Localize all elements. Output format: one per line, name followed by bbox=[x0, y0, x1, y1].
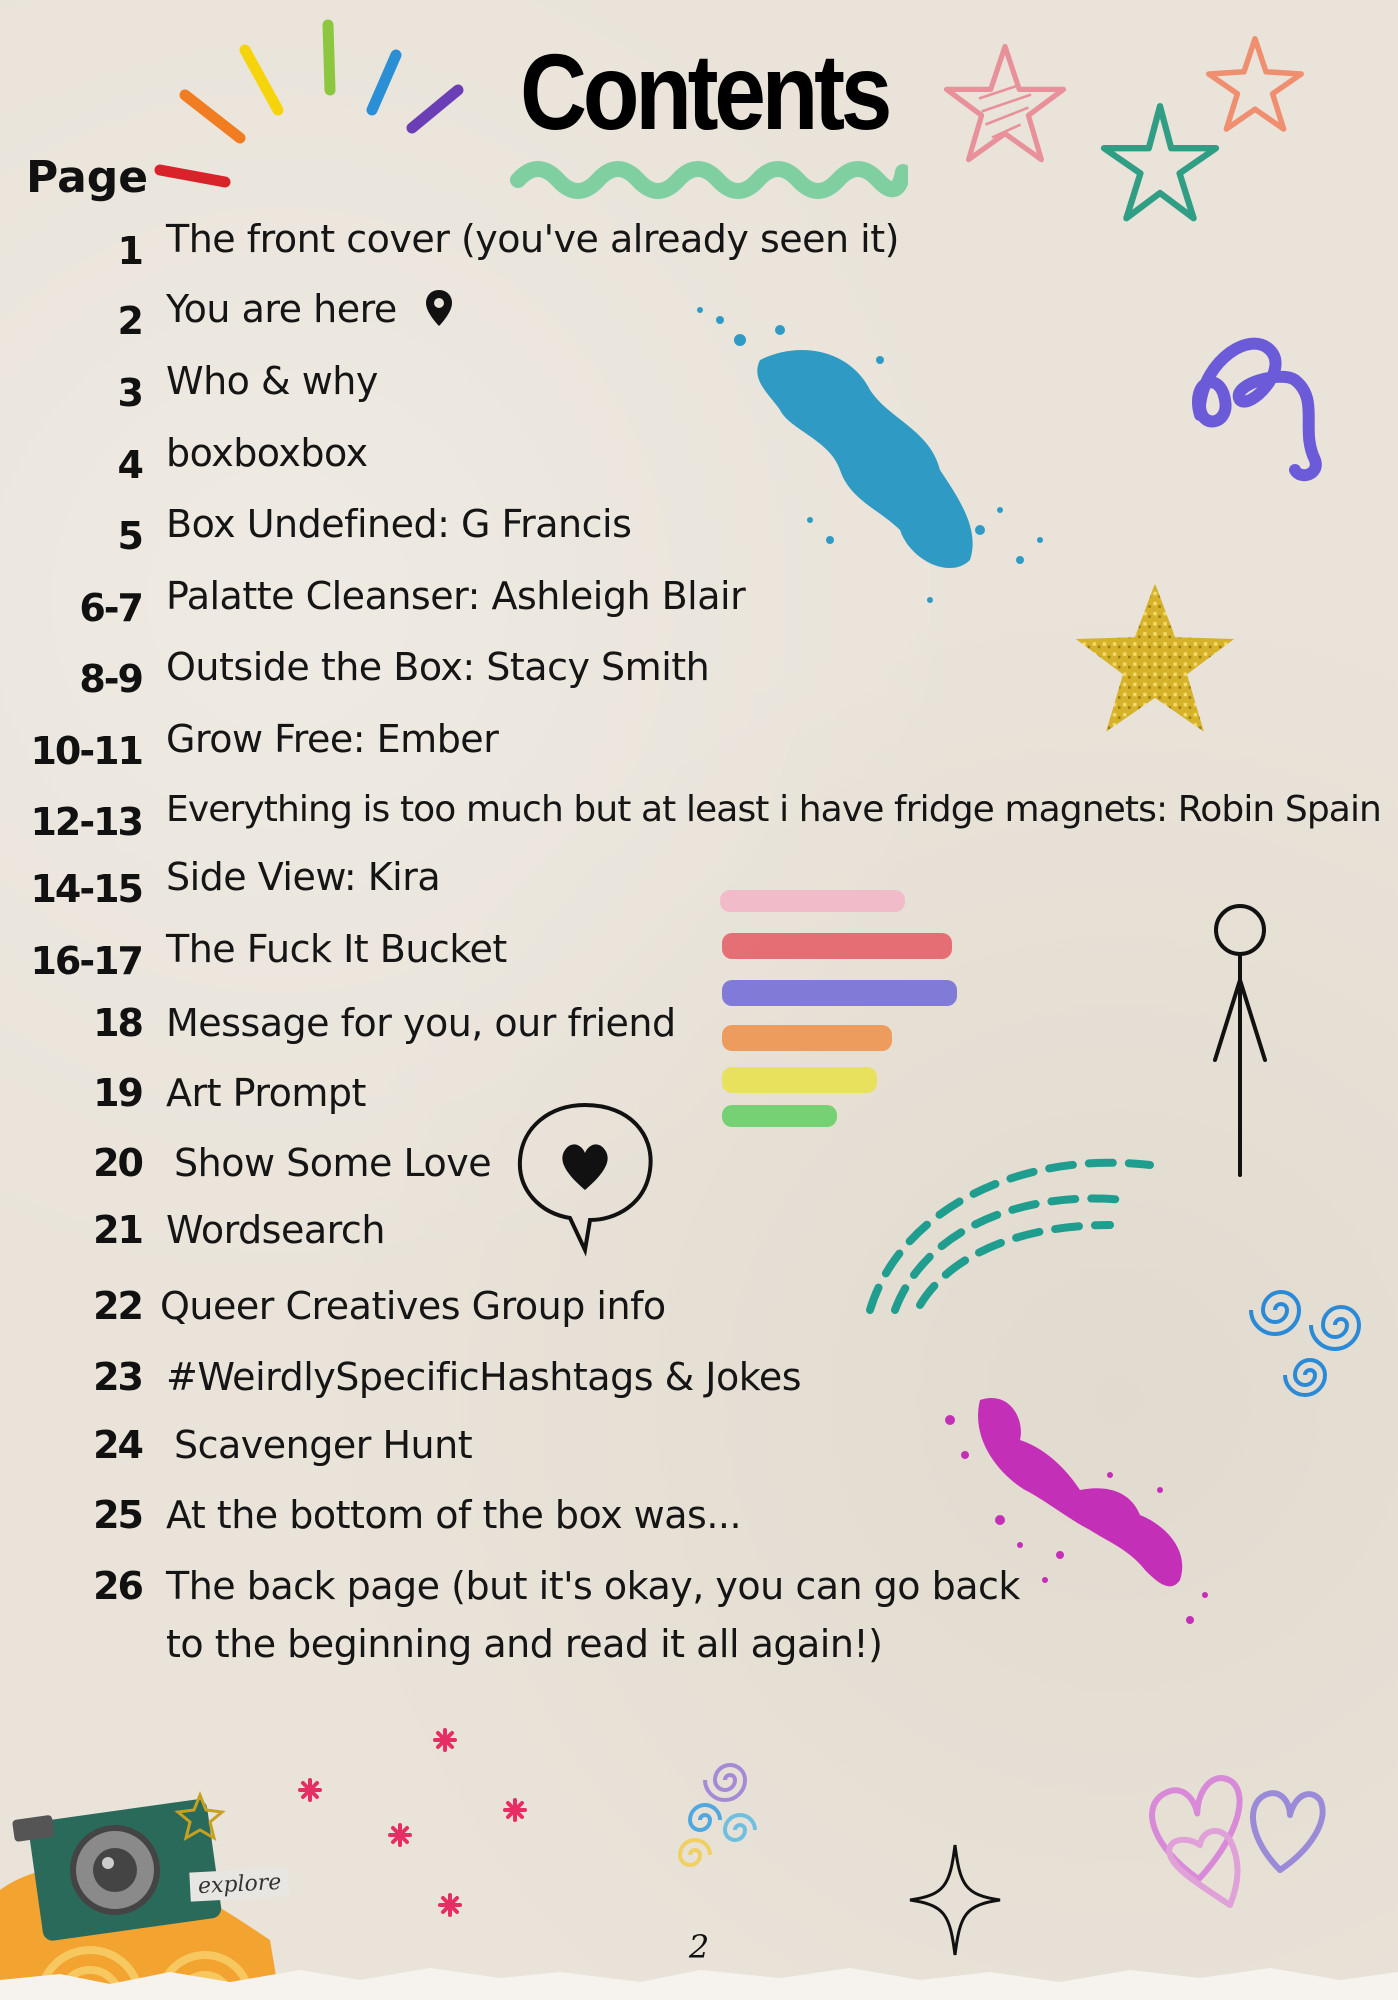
toc-page-number: 12-13 bbox=[30, 800, 142, 844]
toc-page-number: 22 bbox=[93, 1284, 142, 1328]
toc-page-number: 1 bbox=[117, 229, 142, 273]
pink-asterisks-decoration bbox=[280, 1710, 560, 1930]
toc-page-number: 25 bbox=[93, 1493, 142, 1537]
green-squiggle-decoration bbox=[508, 150, 908, 200]
pastel-hearts-decoration bbox=[1130, 1720, 1340, 1930]
rainbow-crayon-stripes-decoration bbox=[720, 885, 970, 1135]
location-pin-icon bbox=[424, 288, 454, 328]
toc-entry-title: The Fuck It Bucket bbox=[166, 927, 507, 971]
toc-page-number: 2 bbox=[117, 299, 142, 343]
pink-star-decoration bbox=[940, 40, 1070, 170]
purple-loop-scribble-decoration bbox=[1180, 320, 1330, 490]
toc-page-number: 19 bbox=[93, 1071, 142, 1115]
toc-entry-title: Box Undefined: G Francis bbox=[166, 502, 632, 546]
toc-entry-title: The back page (but it's okay, you can go back bbox=[166, 1564, 1020, 1608]
stick-figure-decoration bbox=[1195, 900, 1285, 1180]
page-column-label: Page bbox=[26, 152, 149, 203]
toc-entry-title: boxboxbox bbox=[166, 431, 368, 475]
toc-entry-title: Palatte Cleanser: Ashleigh Blair bbox=[166, 574, 746, 618]
toc-page-number: 10-11 bbox=[30, 729, 142, 773]
toc-entry-title: Grow Free: Ember bbox=[166, 717, 499, 761]
toc-page-number: 24 bbox=[93, 1423, 142, 1467]
toc-entry-title: Everything is too much but at least i have fridge magnets: Robin Spain bbox=[166, 789, 1381, 830]
toc-entry-title-continued: to the beginning and read it all again!) bbox=[166, 1622, 883, 1666]
toc-page-number: 14-15 bbox=[30, 867, 142, 911]
toc-entry-title: Side View: Kira bbox=[166, 855, 441, 899]
rainbow-burst-decoration bbox=[150, 10, 480, 190]
sparkle-icon bbox=[905, 1840, 1005, 1960]
gold-glitter-star-decoration bbox=[1070, 580, 1240, 740]
toc-page-number: 4 bbox=[117, 443, 142, 487]
toc-page-number: 16-17 bbox=[30, 939, 142, 983]
toc-page-number: 3 bbox=[117, 371, 142, 415]
toc-page-number: 18 bbox=[93, 1001, 142, 1045]
teal-star-decoration bbox=[1090, 95, 1230, 235]
explore-sticker-label: explore bbox=[189, 1867, 290, 1901]
toc-entry-title: Who & why bbox=[166, 359, 378, 403]
toc-entry-title: Show Some Love bbox=[174, 1141, 492, 1185]
toc-page-number: 6-7 bbox=[79, 586, 142, 630]
toc-entry-title: Wordsearch bbox=[166, 1208, 385, 1252]
toc-entry-title: The front cover (you've already seen it) bbox=[166, 217, 899, 261]
toc-page-number: 5 bbox=[117, 514, 142, 558]
pastel-swirl-decoration bbox=[660, 1740, 770, 1880]
blue-swirl-decoration bbox=[1235, 1255, 1385, 1415]
toc-entry-title: Outside the Box: Stacy Smith bbox=[166, 645, 710, 689]
toc-entry-title: Queer Creatives Group info bbox=[160, 1284, 666, 1328]
toc-entry-title: Art Prompt bbox=[166, 1071, 366, 1115]
toc-page-number: 23 bbox=[93, 1355, 142, 1399]
toc-page-number: 8-9 bbox=[79, 657, 142, 701]
teal-dashed-arcs-decoration bbox=[860, 1120, 1160, 1320]
toc-entry-title: You are here bbox=[166, 287, 397, 331]
toc-page-number: 26 bbox=[93, 1564, 142, 1608]
toc-entry-title: At the bottom of the box was... bbox=[166, 1493, 742, 1537]
page-title: Contents bbox=[520, 31, 889, 152]
toc-entry-title: Scavenger Hunt bbox=[174, 1423, 473, 1467]
torn-paper-edge bbox=[0, 1960, 1398, 2000]
page-number: 2 bbox=[688, 1928, 710, 1966]
heart-speech-bubble-icon bbox=[510, 1095, 660, 1265]
toc-page-number: 20 bbox=[93, 1141, 142, 1185]
toc-page-number: 21 bbox=[93, 1208, 142, 1252]
toc-entry-title: #WeirdlySpecificHashtags & Jokes bbox=[166, 1355, 802, 1399]
toc-entry-title: Message for you, our friend bbox=[166, 1001, 676, 1045]
